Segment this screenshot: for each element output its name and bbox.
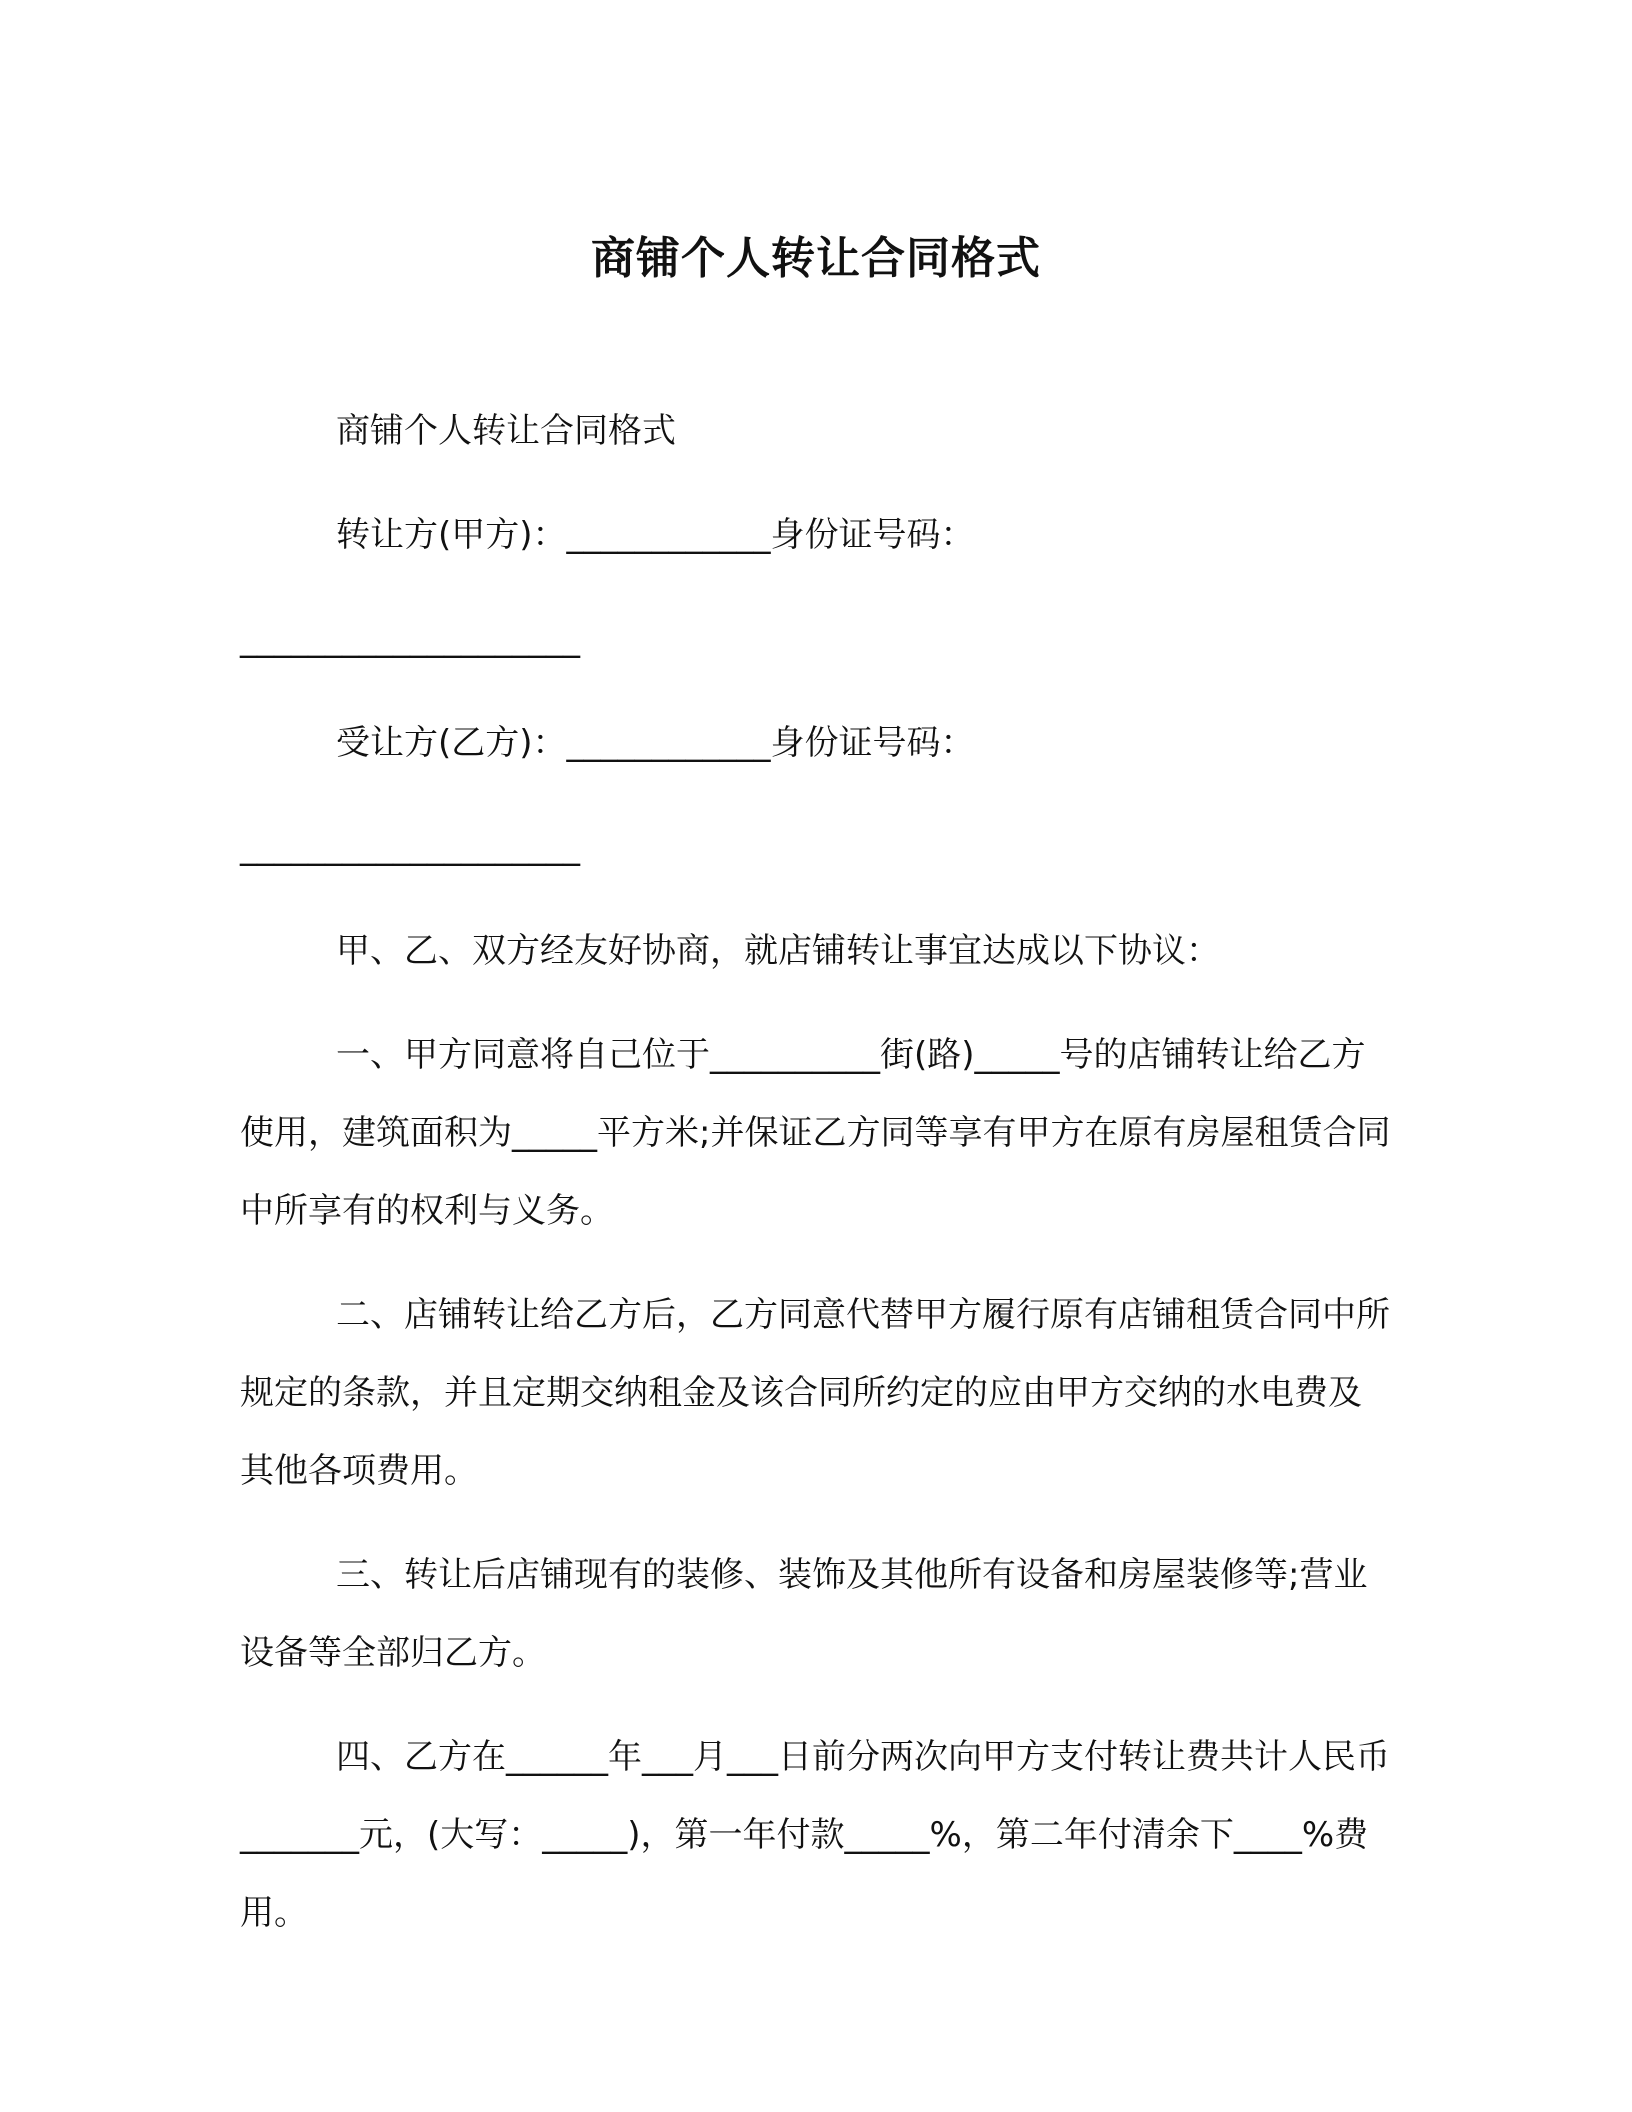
clause-3: 三、转让后店铺现有的装修、装饰及其他所有设备和房屋装修等;营业设备等全部归乙方。 [240,1555,1368,1673]
document-title: 商铺个人转让合同格式 [591,233,1041,284]
party-a-id-blank: ____________________ [240,619,580,659]
document-body [240,392,1392,1952]
clause-2: 二、店铺转让给乙方后，乙方同意代替甲方履行原有店铺租赁合同中所规定的条款，并且定期交纳租金及该合同所约定的应由甲方交纳的水电费及其他各项费用。 [240,1295,1390,1491]
party-b-id-blank: ____________________ [240,827,580,867]
clause-1: 一、甲方同意将自己位于__________街(路)_____号的店铺转让给乙方使用，建筑面积为_____平方米;并保证乙方同等享有甲方在原有房屋租赁合同中所享有的权利与义务。 [240,1035,1391,1231]
document-subtitle: 商铺个人转让合同格式 [336,411,676,451]
intro-paragraph: 甲、乙、双方经友好协商，就店铺转让事宜达成以下协议： [336,931,1220,971]
party-a-line: 转让方(甲方)：____________身份证号码： [336,515,975,555]
clause-4: 四、乙方在______年___月___日前分两次向甲方支付转让费共计人民币_______元，(大写：_____)，第一年付款_____%，第二年付清余下____%费用。 [240,1737,1390,1933]
party-b-line: 受让方(乙方)：____________身份证号码： [336,723,975,763]
